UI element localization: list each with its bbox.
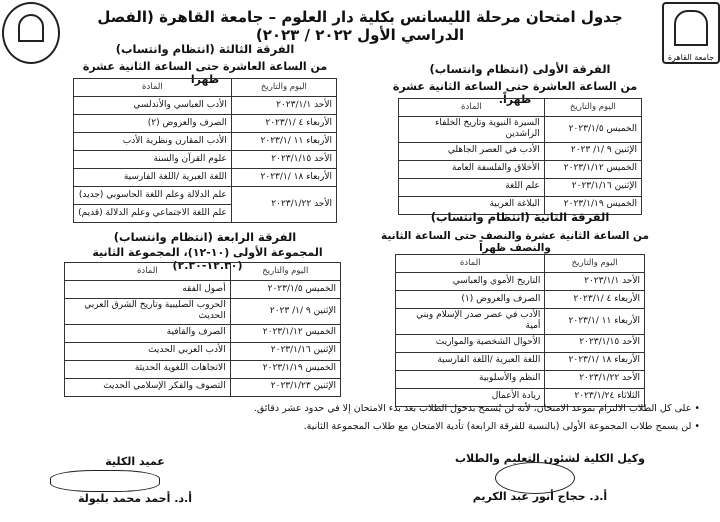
exam-date: الإثنين ٩ /١/ ٢٠٢٣ — [544, 142, 641, 160]
exam-subject: الأخلاق والفلسفة العامة — [399, 160, 545, 178]
exam-date: الأحد ٢٠٢٣/١/١ — [545, 273, 645, 291]
table-header — [399, 99, 642, 117]
table-row — [74, 151, 337, 169]
exam-subject: اللغة العبرية /اللغة الفارسية — [74, 169, 232, 187]
exam-subject: الأدب في العصر الجاهلي — [399, 142, 545, 160]
note: • لن يسمح طلاب المجموعة الأولى (بالنسبة للفرقة الرابعة) تأدية الامتحان مع طلاب المجموعة الثانية. — [180, 418, 700, 436]
vice-dean-title: وكيل الكلية لشئون التعليم والطلاب — [455, 452, 645, 465]
year4-table — [64, 262, 341, 397]
exam-subject: علم اللغة الاجتماعي وعلم الدلالة (قديم) — [74, 205, 232, 223]
exam-subject: علوم القرآن والسنة — [74, 151, 232, 169]
date-header: اليوم والتاريخ — [545, 255, 645, 273]
exam-subject: الأحوال الشخصية والمواريث — [396, 334, 545, 352]
exam-subject: اللغة العبرية /اللغة الفارسية — [396, 352, 545, 370]
exam-date: الخميس ٢٠٢٣/١/١٢ — [544, 160, 641, 178]
logo-text: جامعة القاهرة — [667, 53, 715, 62]
exam-subject: البلاغة العربية — [399, 196, 545, 214]
table-row — [65, 378, 341, 396]
year2-heading: الفرقة الثانية (انتظام وانتساب) — [430, 210, 610, 224]
university-logo — [662, 2, 720, 64]
exam-date: الثلاثاء ٢٠٢٣/١/٢٤ — [545, 388, 645, 406]
table-row — [396, 291, 645, 309]
page-title: جدول امتحان مرحلة الليسانس بكلية دار العلوم – جامعة القاهرة (الفصل الدراسي الأول ٢٠٢٢ / ٢٠٢٣) — [97, 8, 623, 44]
table-row — [399, 178, 642, 196]
dean-title: عميد الكلية — [105, 455, 165, 468]
table-header — [74, 79, 337, 97]
vice-dean-name: أ.د. حجاج أنور عبد الكريم — [472, 490, 608, 503]
exam-subject: التاريخ الأموي والعباسي — [396, 273, 545, 291]
year1-time: من الساعة العاشرة حتى الساعة الثانية عشرة ظهراً. — [392, 80, 638, 106]
table-row — [74, 133, 337, 151]
table-row — [65, 281, 341, 299]
exam-subject: التصوف والفكر الإسلامي الحديث — [65, 378, 231, 396]
date-header: اليوم والتاريخ — [231, 79, 336, 97]
subject-header: المادة — [65, 263, 231, 281]
subject-header: المادة — [396, 255, 545, 273]
exam-date: الأحد ٢٠٢٣/١/١٥ — [231, 151, 336, 169]
subject-header: المادة — [399, 99, 545, 117]
exam-date: الأحد ٢٠٢٣/١/٢٢ — [545, 370, 645, 388]
table-row — [396, 352, 645, 370]
exam-date: الإثنين ٢٠٢٣/١/٢٣ — [230, 378, 340, 396]
exam-date: الأحد ٢٠٢٣/١/١ — [231, 97, 336, 115]
table-row — [396, 370, 645, 388]
table-row — [396, 334, 645, 352]
table-row — [65, 342, 341, 360]
table-row — [399, 160, 642, 178]
exam-date: الخميس ٢٠٢٣/١/١٢ — [230, 324, 340, 342]
exam-subject: الاتجاهات اللغوية الحديثة — [65, 360, 231, 378]
exam-subject: الصرف والعروض (١) — [396, 291, 545, 309]
table-row — [74, 97, 337, 115]
year1-heading: الفرقة الأولى (انتظام وانتساب) — [429, 62, 611, 76]
exam-subject: الصرف والقافية — [65, 324, 231, 342]
exam-subject: الأدب العباسي والأندلسي — [74, 97, 232, 115]
table-row — [74, 169, 337, 187]
table-row — [65, 324, 341, 342]
table-row — [396, 273, 645, 291]
table-header — [65, 263, 341, 281]
table-header — [396, 255, 645, 273]
year3-table — [73, 78, 337, 223]
exam-date: الإثنين ٢٠٢٣/١/١٦ — [544, 178, 641, 196]
note: • على كل الطلاب الالتزام بموعد الامتحان، لأنه لن يُسمح بدخول الطلاب بعد بدء الامتحان إلا في حدود عشر دقائق. — [180, 400, 700, 418]
exam-date: الأربعاء ١٨ /٢٠٢٣/١ — [231, 169, 336, 187]
exam-subject: الأدب العربي الحديث — [65, 342, 231, 360]
exam-subject: الصرف والعروض (٢) — [74, 115, 232, 133]
exam-subject: علم الدلالة وعلم اللغة الحاسوبي (جديد) — [74, 187, 232, 205]
exam-date: الخميس ٢٠٢٣/١/١٩ — [230, 360, 340, 378]
dean-name: أ.د. أحمد محمد بلبولة — [78, 492, 192, 505]
dean-signature — [50, 470, 160, 492]
table-row — [74, 187, 337, 205]
year3-heading: الفرقة الثالثة (انتظام وانتساب) — [115, 42, 295, 56]
year4-time: المجموعة الأولى (١٠-١٢)، المجموعة الثانية (١٢.٣٠-٢.٣٠) — [92, 246, 323, 272]
exam-date: الإثنين ٢٠٢٣/١/١٦ — [230, 342, 340, 360]
date-header: اليوم والتاريخ — [230, 263, 340, 281]
exam-subject: الأدب المقارن ونظرية الأدب — [74, 133, 232, 151]
exam-date: الأربعاء ١٨ /٢٠٢٣/١ — [545, 352, 645, 370]
table-row — [65, 299, 341, 325]
faculty-logo — [2, 2, 60, 64]
subject-header: المادة — [74, 79, 232, 97]
exam-date: الأربعاء ٤ /٢٠٢٣/١ — [545, 291, 645, 309]
exam-date: الأحد ٢٠٢٣/١/١٥ — [545, 334, 645, 352]
table-row — [65, 360, 341, 378]
table-row — [399, 117, 642, 143]
exam-date: الأحد ٢٠٢٣/١/٢٢ — [231, 187, 336, 223]
date-header: اليوم والتاريخ — [544, 99, 641, 117]
exam-subject: السيرة النبوية وتاريخ الخلفاء الراشدين — [399, 117, 545, 143]
exam-subject: علم اللغة — [399, 178, 545, 196]
notes-list — [180, 400, 700, 436]
exam-subject: ريادة الأعمال — [396, 388, 545, 406]
exam-subject: الأدب في عصر صدر الإسلام وبني أمية — [396, 309, 545, 335]
year4-heading: الفرقة الرابعة (انتظام وانتساب) — [113, 230, 297, 244]
table-row — [396, 309, 645, 335]
exam-date: الأربعاء ١١ /٢٠٢٣/١ — [545, 309, 645, 335]
exam-date: الأربعاء ١١ /٢٠٢٣/١ — [231, 133, 336, 151]
exam-date: الأربعاء ٤ /٢٠٢٣/١ — [231, 115, 336, 133]
year2-time: من الساعة الثانية عشرة والنصف حتى الساعة الثانية والنصف ظهراً — [381, 230, 649, 254]
exam-date: الخميس ٢٠٢٣/١/٥ — [544, 117, 641, 143]
year3-time: من الساعة العاشرة حتى الساعة الثانية عشرة ظهرا — [82, 60, 328, 86]
table-row — [74, 115, 337, 133]
exam-date: الخميس ٢٠٢٣/١/١٩ — [544, 196, 641, 214]
exam-subject: الحروب الصليبية وتاريخ الشرق العربي الحديث — [65, 299, 231, 325]
year1-table — [398, 98, 642, 215]
exam-subject: النظم والأسلوبية — [396, 370, 545, 388]
exam-subject: أصول الفقه — [65, 281, 231, 299]
table-row — [399, 142, 642, 160]
exam-date: الخميس ٢٠٢٣/١/٥ — [230, 281, 340, 299]
exam-date: الإثنين ٩ /١/ ٢٠٢٣ — [230, 299, 340, 325]
year2-table — [395, 254, 645, 407]
